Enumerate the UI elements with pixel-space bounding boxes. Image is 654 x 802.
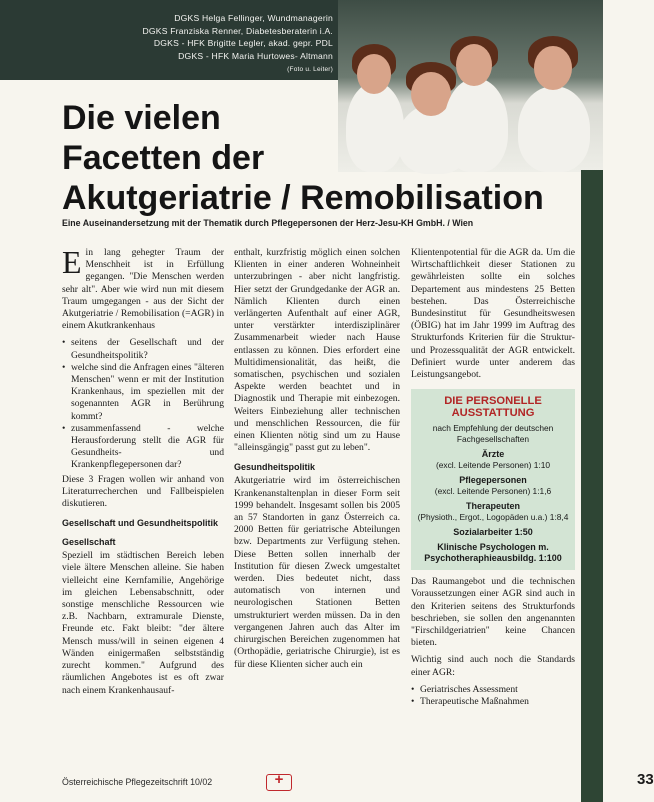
box-subtitle: nach Empfehlung der deutschen Fachgesellschaften xyxy=(432,423,554,445)
paragraph: Speziell im städtischen Bereich leben viele ältere Menschen alleine. Sie haben vielleicht eine Kernfamilie, Angehörige im gleichen Lebensabschnitt, oder sonstige menschliche Ressourcen wie z.B. Nachbarn, extramurale Dienste, Freunde etc. Fakt bleibt: "der ältere Mensch muss/will in seinen eigenen 4 Wänden einigermaßen selbstständig zurecht kommen." Aufgrund des räumlichen Angebotes ist es oft zwar nach einem Krankenhausauf- xyxy=(62,550,224,696)
title-line: Facetten der xyxy=(62,139,265,177)
paragraph: Das Raumangebot und die technischen Voraussetzungen einer AGR sind auch in den Kriterien seitens des Strukturfonds beschrieben, sie sollen den angenannten "Firschildgeriatrien" keine Chancen bieten. xyxy=(411,576,575,649)
standards-list xyxy=(411,684,575,708)
credit-line: DGKS - HFK Brigitte Legler, akad. gepr. PDL xyxy=(153,38,333,48)
article-title xyxy=(62,98,544,218)
box-item: Klinische Psychologen m. Psychotheraphieausbildg. 1:100 xyxy=(424,542,562,564)
list-item: • Therapeutische Maßnahmen xyxy=(411,696,575,708)
article-subtitle: Eine Auseinandersetzung mit der Thematik durch Pflegepersonen der Herz-Jesu-KH GmbH. / Wien xyxy=(62,218,474,228)
section-heading: Gesundheitspolitik xyxy=(234,462,316,473)
paragraph: enthalt, kurzfristig möglich einen solchen Klienten in einer anderen Wohneinheit unterzubringen - aber nicht langfristig. Hier setzt der Grundgedanke der AGR an. Nämlich Klienten durch einen verlängerten Aufenthalt auf einer AGR, unter verstärkter interdisziplinärer Zusammenarbeit wieder nach Hause entlassen zu können. Dies erfordert eine Multidimensionalität, das heißt, die somatischen, psychischen und sozialen Aspekte werden beachtet und in Diagnostik und Therapie mit einbezogen. Weiters Einbeziehung aller technischen und menschlichen Ressourcen, die für einen Klienten nötig sind um zu Hause "alleinsgängig" passt gut zu leben". xyxy=(234,247,400,454)
list-item: • Geriatrisches Assessment xyxy=(411,684,575,696)
section-heading: Gesellschaft xyxy=(62,537,116,548)
title-line: Die vielen xyxy=(62,99,221,137)
page-footer xyxy=(62,771,654,788)
column-1 xyxy=(62,244,224,702)
credit-line: DGKS - HFK Maria Hurtowes- Altmann xyxy=(178,50,333,61)
box-item: Sozialarbeiter 1:50 xyxy=(453,527,533,538)
column-2 xyxy=(234,247,400,676)
photo-credits xyxy=(142,12,333,77)
box-title: DIE PERSONELLE AUSSTATTUNG xyxy=(444,395,542,420)
column-3 xyxy=(411,247,575,710)
page-number: 33 xyxy=(637,771,654,788)
side-bar xyxy=(581,170,603,802)
staffing-box xyxy=(411,389,575,570)
section-heading: Gesellschaft und Gesundheitspolitik xyxy=(62,518,219,529)
dropcap: E xyxy=(62,244,82,280)
box-item: Pflegepersonen (excl. Leitende Personen) 1:1,6 xyxy=(434,475,552,497)
paragraph: Klientenpotential für die AGR da. Um die Wirtschaftlichkeit dieser Stationen zu gewährleisten sollte ein solches Departement aus mindestens 25 Betten bestehen. Das Österreichische Bundesinstitut für Gesundheitswesen (ÖBIG) hat im Jahr 1999 im Auftrag des Strukturfonds Kriterien für die Struktur- und Prozessqualität der AGR entwickelt. Definiert wurde unter anderem das Leistungsangebot. xyxy=(411,247,575,381)
photo-source: (Foto u. Leiter) xyxy=(287,66,333,73)
title-line: Akutgeriatrie / Remobilisation xyxy=(62,179,544,217)
box-item: Therapeuten (Physioth., Ergot., Logopäden u.a.) 1:8,4 xyxy=(417,501,569,523)
list-item: • seitens der Gesellschaft und der Gesundheitspolitik? xyxy=(62,337,224,361)
paragraph: Wichtig sind auch noch die Standards einer AGR: xyxy=(411,654,575,678)
paragraph: Akutgeriatrie wird im österreichischen Krankenanstaltenplan in dieser Form seit 1999 behandelt. Insgesamt sollen bis 2005 an 57 Standorten in ganz Österreich ca. 2000 Betten für geriatrische Abteilungen bzw. Departments zur Verfügung stehen. Diese Betten sollen innerhalb der Institution für diesen Zweck umgestaltet werden. Dies bedeutet nicht, dass automatisch von internen und neurologischen Stationen Betten umstrukturiert werden müssen. Da in den vergangenen Jahren auch das Alter im chirurgischen Bereichen zugenommen hat (Orthopädie, geriatrische Chirurgie), ist es für diese Klienten sicher auch ein xyxy=(234,475,400,670)
question-list xyxy=(62,337,224,471)
credit-line: DGKS Franziska Renner, Diabetesberaterin i.A. xyxy=(142,25,333,36)
journal-logo-icon xyxy=(266,774,292,791)
box-item: Ärzte (excl. Leitende Personen) 1:10 xyxy=(435,449,551,471)
credit-line: DGKS Helga Fellinger, Wundmanagerin xyxy=(174,13,333,23)
intro-paragraph: Ein lang gehegter Traum der Menschheit ist in Erfüllung gegangen. "Die Menschen werden sehr alt". Aber wie wird nun mit diesem Traum umgegangen - aus der Sicht der Akutgeriatrie / Remobilisation (=AGR) in einem Akutkrankenhaus xyxy=(62,244,224,332)
list-item: • welche sind die Anfragen eines "älteren Menschen" wenn er mit der Institution Krankenhaus, im speziellen mit der sogenannten AGR in Berührung kommt? xyxy=(62,362,224,423)
journal-name: Österreichische Pflegezeitschrift 10/02 xyxy=(62,777,213,787)
list-item: • zusammenfassend - welche Herausforderung stellt die AGR für Gesundheits- und Krankenpflegepersonen dar? xyxy=(62,423,224,472)
paragraph: Diese 3 Fragen wollen wir anhand von Literaturrecherchen und Fallbeispielen diskutieren. xyxy=(62,473,224,510)
